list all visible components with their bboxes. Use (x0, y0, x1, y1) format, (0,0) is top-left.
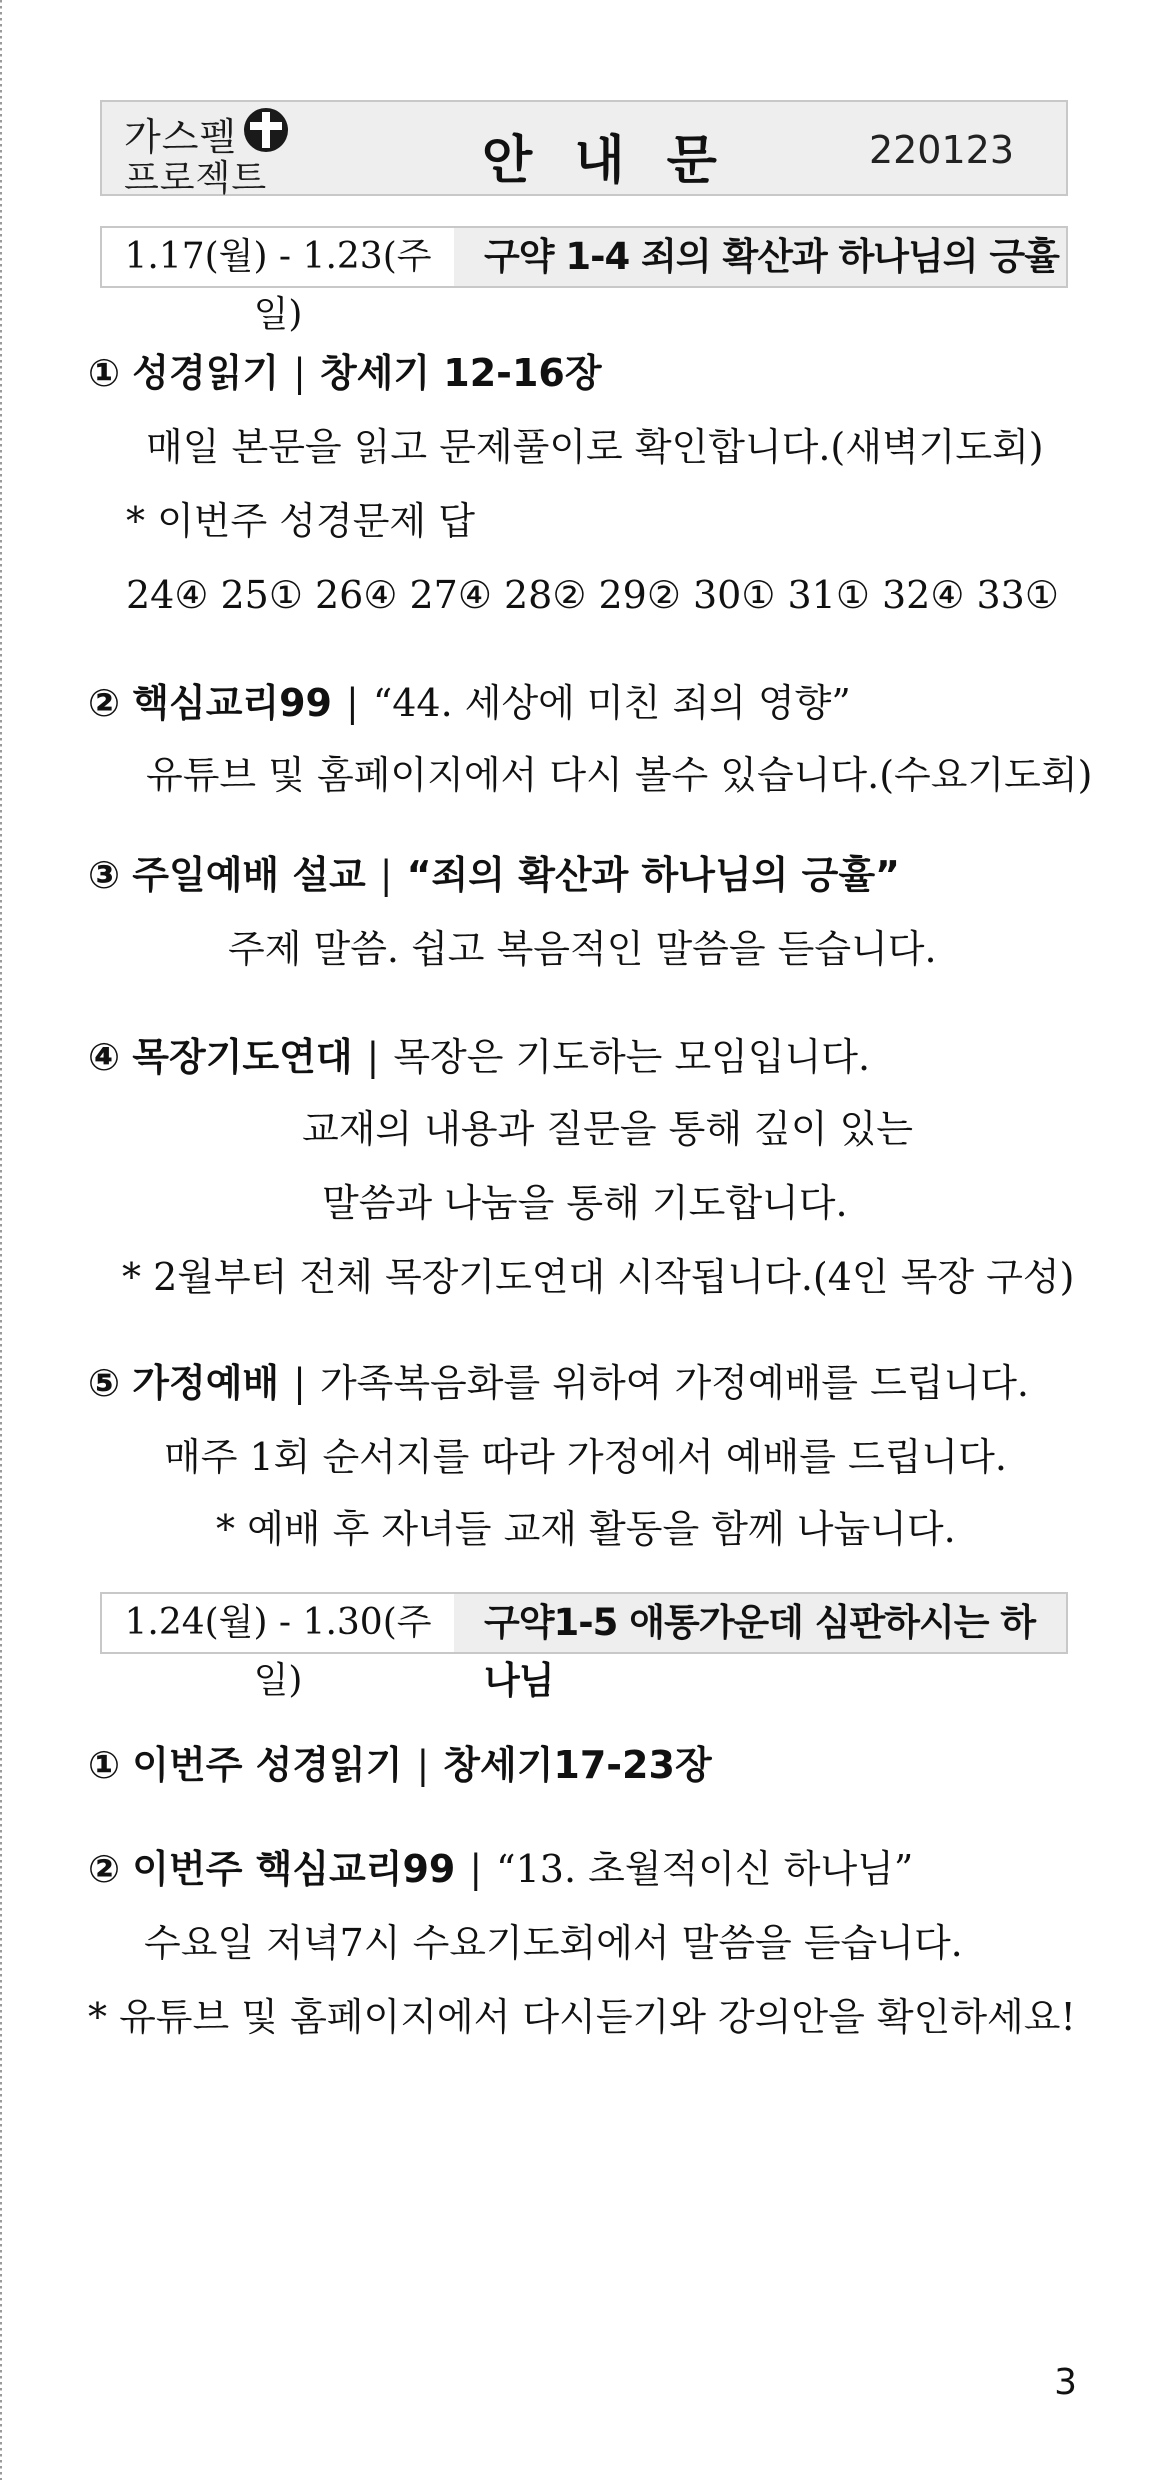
week1-theme: 구약 1-4 죄의 확산과 하나님의 긍휼 (454, 228, 1066, 286)
week2-bar (100, 1592, 1068, 1702)
page-number: 3 (1054, 2362, 1077, 2403)
item-number: ④ (88, 1035, 121, 1079)
item-value: “죄의 확산과 하나님의 긍휼” (406, 853, 901, 897)
item-number: ① (88, 1743, 121, 1787)
week1-item-sermon (88, 850, 900, 900)
item-label: 성경읽기 (132, 351, 280, 395)
notice-header (100, 100, 1068, 199)
cell-description-line1: 교재의 내용과 질문을 통해 깊이 있는 (302, 1107, 914, 1151)
cross-circle-icon (242, 106, 290, 154)
week2-item-reading (88, 1740, 712, 1790)
item-label: 이번주 성경읽기 (132, 1743, 403, 1787)
week2-theme: 구약1-5 애통가운데 심판하시는 하나님 (454, 1594, 1066, 1652)
separator: | (379, 853, 393, 897)
item-value: “13. 초월적이신 하나님” (496, 1847, 914, 1891)
youtube-note: * 유튜브 및 홈페이지에서 다시듣기와 강의안을 확인하세요! (88, 1995, 1076, 2039)
item-label: 목장기도연대 (132, 1035, 353, 1079)
item-value: “44. 세상에 미친 죄의 영향” (372, 681, 851, 725)
week1-item-cell-prayer (88, 1032, 870, 1082)
week1-item-family-worship (88, 1358, 1029, 1408)
separator: | (366, 1035, 380, 1079)
document-code: 220123 (868, 128, 1014, 172)
week2-doctrine-description: 수요일 저녁7시 수요기도회에서 말씀을 듣습니다. (144, 1921, 963, 1965)
item-label: 주일예배 설교 (132, 853, 366, 897)
week2-date-range: 1.24(월) - 1.30(주일) (124, 1602, 432, 1701)
cell-description-line2: 말씀과 나눔을 통해 기도합니다. (322, 1181, 848, 1225)
item-value: 가족복음화를 위하여 가정예배를 드립니다. (319, 1361, 1029, 1405)
cell-note: * 2월부터 전체 목장기도연대 시작됩니다.(4인 목장 구성) (122, 1255, 1075, 1299)
page-title: 안 내 문 (482, 131, 729, 191)
reading-description: 매일 본문을 읽고 문제풀이로 확인합니다.(새벽기도회) (146, 425, 1044, 469)
item-value: 창세기 12-16장 (319, 351, 602, 395)
answer-list: 24④ 25① 26④ 27④ 28② 29② 30① 31① 32④ 33① (126, 573, 1059, 617)
item-value: 창세기17-23장 (443, 1743, 712, 1787)
separator: | (469, 1847, 483, 1891)
item-value: 목장은 기도하는 모임입니다. (393, 1035, 871, 1079)
sermon-description: 주제 말씀. 쉽고 복음적인 말씀을 듣습니다. (228, 927, 937, 971)
separator: | (293, 1361, 306, 1405)
logo-text-line1: 가스펠 (124, 115, 238, 159)
item-label: 이번주 핵심교리99 (132, 1847, 456, 1891)
item-number: ② (88, 1847, 121, 1891)
separator: | (416, 1743, 430, 1787)
week1-bar (100, 226, 1068, 335)
week1-date-range: 1.17(월) - 1.23(주일) (124, 236, 432, 335)
answer-title: * 이번주 성경문제 답 (126, 499, 475, 543)
separator: | (346, 681, 359, 725)
gospel-project-logo (124, 106, 294, 199)
item-number: ② (88, 681, 121, 725)
family-note: * 예배 후 자녀들 교재 활동을 함께 나눕니다. (216, 1507, 956, 1551)
week2-item-doctrine (88, 1844, 913, 1894)
item-label: 가정예배 (132, 1361, 280, 1405)
doctrine-description: 유튜브 및 홈페이지에서 다시 볼수 있습니다.(수요기도회) (146, 753, 1093, 797)
week1-item-doctrine (88, 678, 851, 728)
item-number: ③ (88, 853, 121, 897)
separator: | (293, 351, 306, 395)
logo-text-line2: 프로젝트 (124, 158, 268, 199)
item-label: 핵심교리99 (132, 681, 332, 725)
page-edge-dots (0, 0, 2, 2480)
week1-item-reading (88, 348, 602, 398)
item-number: ⑤ (88, 1361, 121, 1405)
family-description: 매주 1회 순서지를 따라 가정에서 예배를 드립니다. (164, 1435, 1007, 1479)
item-number: ① (88, 351, 121, 395)
